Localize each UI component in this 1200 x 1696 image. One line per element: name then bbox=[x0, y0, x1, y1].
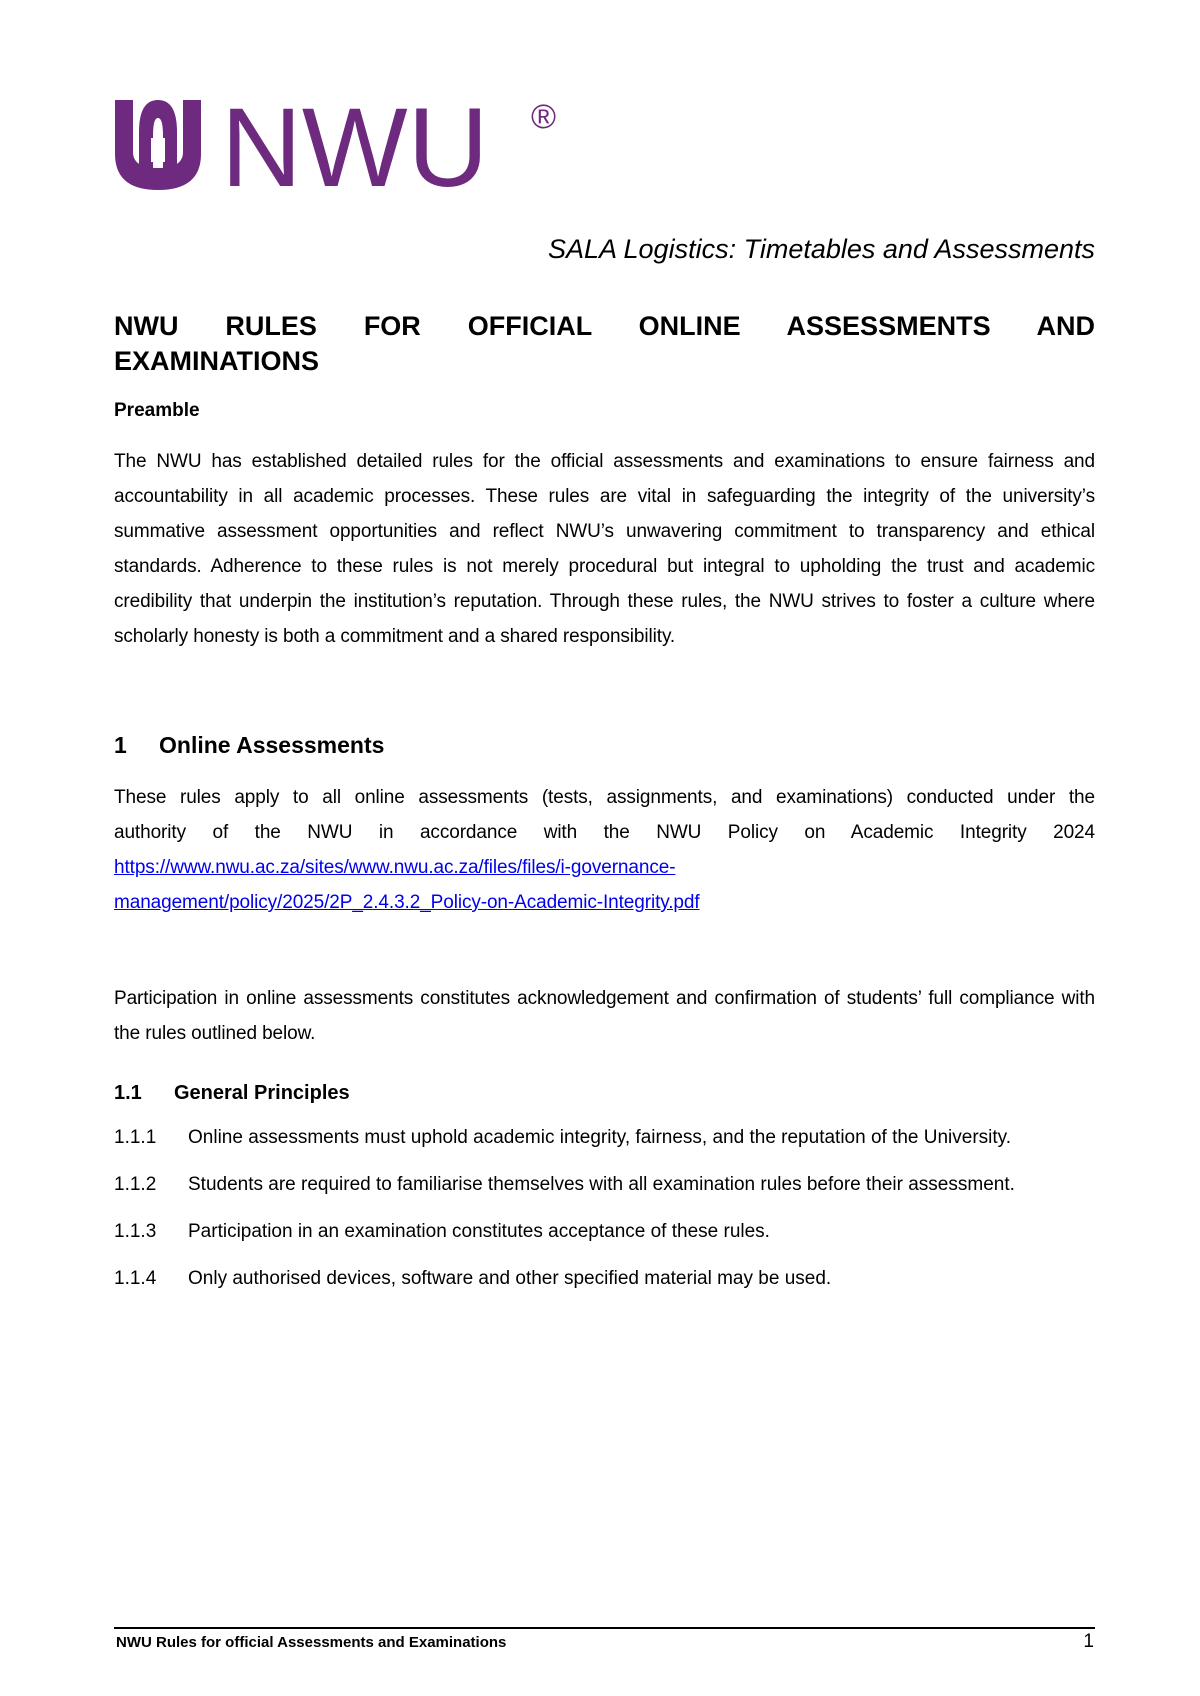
participation-paragraph: Participation in online assessments constitutes acknowledgement and confirmation of students’ full compliance with the rules outlined below. bbox=[114, 988, 1095, 1044]
policy-link[interactable] bbox=[114, 850, 1095, 920]
subsection-title: General Principles bbox=[174, 1082, 350, 1104]
page-title-line-2: EXAMINATIONS bbox=[114, 346, 320, 376]
subsection-heading-general-principles bbox=[114, 1080, 350, 1106]
section-title: Online Assessments bbox=[159, 732, 385, 758]
policy-link-line-1[interactable]: https://www.nwu.ac.za/sites/www.nwu.ac.za/files/files/i-governance- bbox=[114, 857, 676, 878]
list-item-text: Students are required to familiarise themselves with all examination rules before their assessment. bbox=[188, 1174, 1015, 1195]
preamble-paragraph: The NWU has established detailed rules for the official assessments and examinations to ensure fairness and accountability in all academic processes. These rules are vital in safeguarding the integrity of the university’s summative assessment opportunities and reflect NWU’s unwavering commitment to transparency and ethical standards. Adherence to these rules is not merely procedural but integral to upholding the trust and academic credibility that underpin the institution’s reputation. Through these rules, the NWU strives to foster a culture where scholarly honesty is both a commitment and a shared responsibility. bbox=[114, 451, 1095, 647]
online-assessments-line-1: These rules apply to all online assessments (tests, assignments, and examinations) conducted under the bbox=[114, 787, 1095, 808]
list-item-text: Participation in an examination constitutes acceptance of these rules. bbox=[188, 1221, 770, 1242]
list-item-number: 1.1.1 bbox=[114, 1127, 157, 1148]
list-item-text: Online assessments must uphold academic integrity, fairness, and the reputation of the University. bbox=[188, 1127, 1012, 1148]
policy-link-line-2[interactable]: management/policy/2025/2P_2.4.3.2_Policy-on-Academic-Integrity.pdf bbox=[114, 892, 700, 913]
list-item bbox=[114, 1219, 1095, 1266]
list-item-number: 1.1.2 bbox=[114, 1174, 157, 1195]
list-item bbox=[114, 1266, 1095, 1313]
footer-divider bbox=[114, 1627, 1095, 1629]
list-item-number: 1.1.3 bbox=[114, 1221, 157, 1242]
preamble-heading: Preamble bbox=[114, 400, 200, 421]
document-subtitle: SALA Logistics: Timetables and Assessments bbox=[547, 234, 1095, 264]
registered-mark: ® bbox=[531, 98, 557, 136]
page-title-line-1: NWU RULES FOR OFFICIAL ONLINE ASSESSMENTS AND bbox=[114, 311, 1095, 341]
list-item bbox=[114, 1125, 1095, 1172]
list-item-number: 1.1.4 bbox=[114, 1268, 157, 1289]
page-title bbox=[114, 309, 1095, 379]
page-number: 1 bbox=[1083, 1631, 1094, 1652]
general-principles-list bbox=[114, 1125, 1095, 1313]
online-assessments-line-2: authority of the NWU in accordance with the NWU Policy on Academic Integrity 2024 bbox=[114, 822, 1095, 843]
footer-title: NWU Rules for official Assessments and Examinations bbox=[116, 1634, 507, 1651]
list-item bbox=[114, 1172, 1095, 1219]
section-heading-online-assessments bbox=[114, 730, 384, 760]
list-item-text: Only authorised devices, software and other specified material may be used. bbox=[188, 1268, 832, 1289]
nwu-logo bbox=[113, 90, 563, 200]
subsection-number: 1.1 bbox=[114, 1082, 142, 1104]
online-assessments-paragraph bbox=[114, 780, 1095, 920]
section-number: 1 bbox=[114, 732, 127, 758]
logo-wordmark: NWU bbox=[221, 90, 489, 200]
nwu-logo-graphic bbox=[113, 90, 563, 200]
